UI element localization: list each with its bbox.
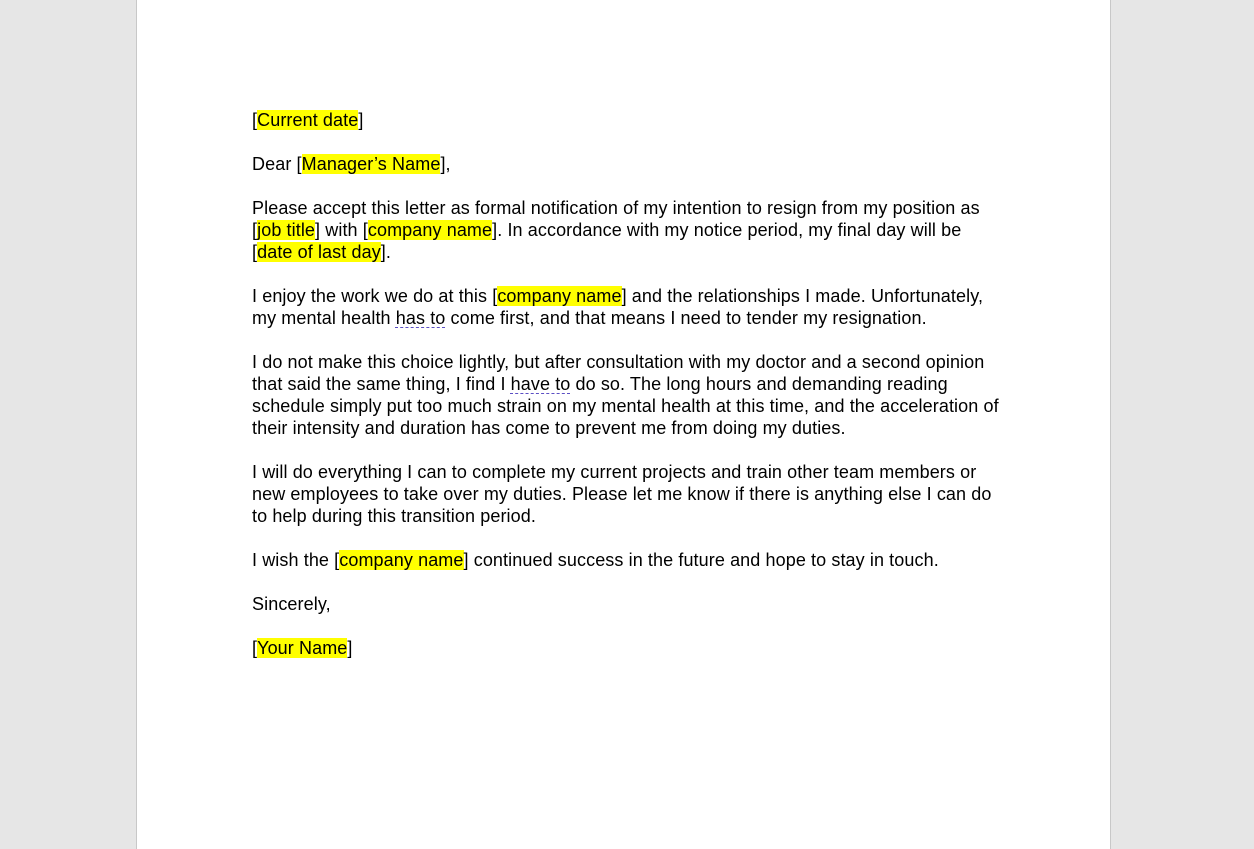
- letter-body[interactable]: [252, 109, 1002, 681]
- paragraph-resignation-notice: [252, 197, 1002, 263]
- paragraph-reason: [252, 285, 1002, 329]
- company-name-placeholder: company name: [367, 220, 493, 240]
- paragraph-consultation: [252, 351, 1002, 439]
- last-day-placeholder: date of last day: [257, 242, 381, 262]
- current-date-placeholder: Current date: [257, 110, 359, 130]
- manager-name-placeholder: Manager’s Name: [301, 154, 441, 174]
- text-run: ].: [380, 242, 391, 262]
- salutation-suffix: ],: [440, 154, 451, 174]
- company-name-placeholder: company name: [497, 286, 622, 306]
- text-run: ]. In accordance with my notice period, my final day will be [: [252, 220, 962, 262]
- document-page[interactable]: [136, 0, 1111, 849]
- job-title-placeholder: job title: [257, 220, 316, 240]
- text-run: I wish the [: [252, 550, 340, 570]
- paragraph-transition: I will do everything I can to complete my current projects and train other team members or new employees to take over my duties. Please let me know if there is anything else I can do to help during this transition period.: [252, 462, 992, 526]
- salutation-prefix: Dear [: [252, 154, 302, 174]
- text-run: ] and the relationships I made. Unfortunately, my mental health: [252, 286, 984, 328]
- paragraph-well-wishes: [252, 549, 1002, 571]
- text-run: I enjoy the work we do at this [: [252, 286, 498, 306]
- closing: Sincerely,: [252, 594, 331, 614]
- text-run: come first, and that means I need to tender my resignation.: [445, 308, 927, 328]
- grammar-suggestion[interactable]: have to: [510, 374, 571, 394]
- text-run: ] with [: [315, 220, 368, 240]
- your-name-placeholder: Your Name: [257, 638, 348, 658]
- salutation: [252, 153, 1002, 175]
- grammar-suggestion[interactable]: has to: [395, 308, 446, 328]
- text-run: ] continued success in the future and hope to stay in touch.: [463, 550, 939, 570]
- company-name-placeholder: company name: [339, 550, 464, 570]
- text-run: do so. The long hours and demanding reading schedule simply put too much strain on my mental health at this time, and the acceleration of their intensity and duration has come to prevent me from doing my duties.: [252, 374, 999, 438]
- text-run: I do not make this choice lightly, but after consultation with my doctor and a second opinion that said the same thing, I find I: [252, 352, 985, 394]
- signature-line: [Your Name]: [252, 638, 353, 658]
- text-run: Please accept this letter as formal notification of my intention to resign from my position as [: [252, 198, 980, 240]
- date-line: [Current date]: [252, 110, 364, 130]
